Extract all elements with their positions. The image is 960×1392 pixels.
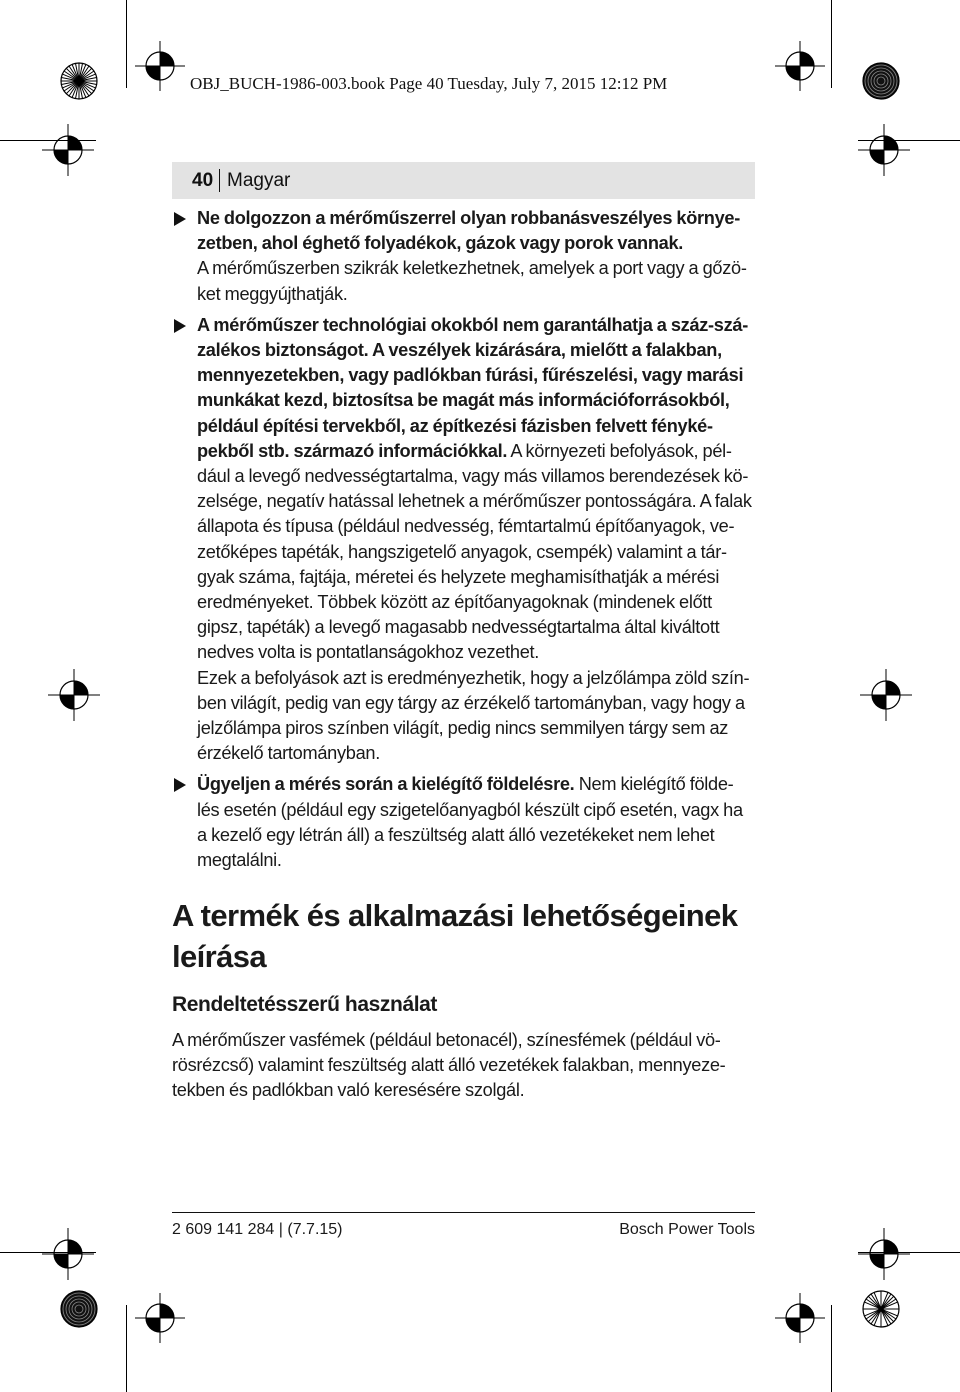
bullet-triangle-icon	[174, 212, 186, 226]
bullet-item	[172, 772, 757, 873]
section-title	[172, 895, 737, 977]
text-line: lés esetén (például egy szigetelőanyagból készült cipő esetén, vagx ha	[197, 799, 743, 820]
text-line: a kezelő egy létrán áll) a feszültség alatt álló vezetékeket nem lehet	[197, 824, 715, 845]
safety-notes	[172, 206, 757, 873]
bullet-triangle-icon	[174, 319, 186, 333]
registration-target-icon	[836, 1264, 926, 1354]
page-number: 40	[192, 170, 214, 191]
text-line: A mérőműszer vasfémek (például betonacél), színesfémek (például vö-	[172, 1030, 721, 1050]
registration-target-icon	[856, 122, 912, 178]
footer-rule	[172, 1212, 755, 1213]
text-line: állapota és típusa (például nedvesség, fémtartalmú építőanyagok, ve-	[197, 516, 735, 537]
registration-target-icon	[770, 1288, 830, 1348]
bullet-item	[172, 313, 757, 767]
crop-mark	[126, 1305, 127, 1392]
text-line: gyak száma, fajtája, méretei és helyzete meghamisíthatják a mérési	[197, 566, 720, 587]
header-divider	[219, 169, 220, 192]
text-line: rösrézcső) valamint feszültség alatt álló vezetékek falakban, mennyeze-	[172, 1055, 726, 1076]
text-line: munkákat kezd, biztosítsa be magát más információforrásokból,	[197, 390, 730, 411]
registration-target-icon	[130, 36, 190, 96]
header-language: Magyar	[227, 170, 291, 191]
crop-mark	[831, 0, 832, 88]
text-line: eredményeket. Többek között az építőanyagoknak (mindenek előtt	[197, 592, 712, 613]
registration-target-icon	[34, 1264, 124, 1354]
text-line: nedves volta is pontatlanságokhoz vezethet.	[197, 642, 540, 663]
text-line: megtalálni.	[197, 850, 282, 871]
crop-mark	[831, 1305, 832, 1392]
text-line: gipsz, tapéták) a levegő magasabb nedvességtartalma által kiváltott	[197, 617, 720, 638]
footer-brand: Bosch Power Tools	[619, 1221, 755, 1238]
subsection-title: Rendeltetésszerű használat	[172, 993, 438, 1016]
text-line: érzékelő tartományban.	[197, 743, 380, 764]
bullet-triangle-icon	[174, 778, 186, 792]
text-line: A mérőműszerben szikrák keletkezhetnek, amelyek a port vagy a gőzö-	[197, 258, 747, 279]
text-line: zalékos biztonságot. A veszélyek kizárására, mielőtt a falakban,	[197, 340, 722, 361]
starburst-icon	[61, 63, 97, 99]
text-line: Ezek a befolyások azt is eredményezhetik, hogy a jelzőlámpa zöld szín-	[197, 667, 750, 688]
text-line: A mérőműszer technológiai okokból nem garantálhatja a száz-szá-	[197, 314, 748, 335]
text-line: ket meggyújthatják.	[197, 283, 348, 304]
text-line: dául a levegő nedvességtartalma, vagy más villamos berendezések kö-	[197, 466, 749, 487]
intended-use-paragraph	[172, 1028, 757, 1104]
text-line: zetben, ahol éghető folyadékok, gázok vagy porok vannak.	[197, 233, 684, 254]
text-line: zetőképes tapéták, hangszigetelő anyagok, csempék) valamint a tár-	[197, 541, 727, 562]
text-line: például építési tervekből, az építkezési fázisben felvett fényké-	[197, 415, 713, 436]
section-title-line: leírása	[172, 939, 267, 974]
running-header	[172, 162, 755, 199]
registration-target-icon	[46, 667, 102, 723]
bullet-item	[172, 206, 757, 307]
registration-target-icon	[858, 667, 914, 723]
text-line: jelzőlámpa piros színben világít, pedig nincs semmilyen tárgy sem az	[197, 718, 729, 739]
crop-mark	[126, 0, 127, 88]
text-line: mennyezetekben, vagy padlókban fúrási, fűrészelési, vagy marási	[197, 365, 744, 386]
text-line: tekben és padlókban való keresésére szolgál.	[172, 1080, 525, 1101]
registration-target-icon	[836, 36, 926, 126]
footer-document-number: 2 609 141 284 | (7.7.15)	[172, 1221, 343, 1238]
section-title-line: A termék és alkalmazási lehetőségeinek	[172, 898, 738, 933]
registration-target-icon	[40, 122, 96, 178]
registration-target-icon	[34, 36, 124, 126]
registration-target-icon	[130, 1288, 190, 1348]
text-line: pekből stb. származó információkkal. A környezeti befolyások, pél-	[197, 440, 732, 461]
text-line: Ne dolgozzon a mérőműszerrel olyan robbanásveszélyes környe-	[197, 208, 740, 228]
text-line: zelsége, negatív hatással lehetnek a mérőműszer pontosságára. A falak	[197, 491, 752, 512]
text-line: Ügyeljen a mérés során a kielégítő földelésre. Nem kielégítő földe-	[197, 774, 734, 795]
text-line: ben világít, pedig van egy tárgy az érzékelő tartományban, vagy hogy a	[197, 692, 745, 713]
print-slug: OBJ_BUCH-1986-003.book Page 40 Tuesday, July 7, 2015 12:12 PM	[190, 74, 668, 93]
registration-target-icon	[770, 36, 830, 96]
